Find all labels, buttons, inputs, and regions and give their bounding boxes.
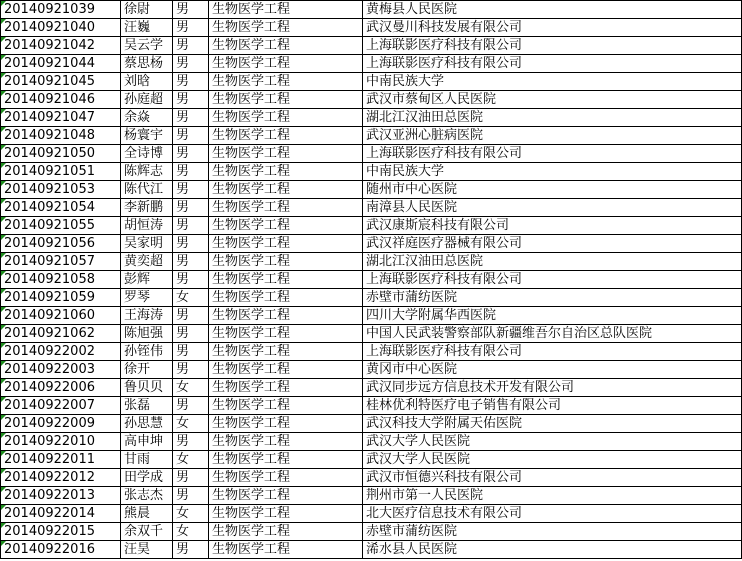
- employer-cell[interactable]: 武汉大学人民医院: [363, 433, 742, 451]
- student-name-cell[interactable]: 张磊: [121, 397, 173, 415]
- major-cell[interactable]: 生物医学工程: [209, 541, 363, 559]
- student-id-cell[interactable]: 20140921047: [1, 109, 121, 127]
- employer-cell[interactable]: 上海联影医疗科技有限公司: [363, 37, 742, 55]
- major-cell[interactable]: 生物医学工程: [209, 253, 363, 271]
- employer-cell[interactable]: 上海联影医疗科技有限公司: [363, 271, 742, 289]
- student-name-cell[interactable]: 陈辉志: [121, 163, 173, 181]
- table-row: [1, 523, 742, 541]
- student-name-cell[interactable]: 余焱: [121, 109, 173, 127]
- student-name-cell[interactable]: 张志杰: [121, 487, 173, 505]
- table-row: [1, 37, 742, 55]
- student-name-cell[interactable]: 鲁贝贝: [121, 379, 173, 397]
- table-row: [1, 343, 742, 361]
- student-id-cell[interactable]: 20140921060: [1, 307, 121, 325]
- gender-cell[interactable]: 男: [173, 145, 209, 163]
- gender-cell[interactable]: 女: [173, 289, 209, 307]
- student-name-cell[interactable]: 汪昊: [121, 541, 173, 559]
- student-id-cell[interactable]: 20140922011: [1, 451, 121, 469]
- gender-cell[interactable]: 男: [173, 397, 209, 415]
- major-cell[interactable]: 生物医学工程: [209, 37, 363, 55]
- employer-cell[interactable]: 中南民族大学: [363, 163, 742, 181]
- student-id-cell[interactable]: 20140922003: [1, 361, 121, 379]
- employer-cell[interactable]: 湖北江汉油田总医院: [363, 253, 742, 271]
- employer-cell[interactable]: 南漳县人民医院: [363, 199, 742, 217]
- table-row: [1, 451, 742, 469]
- student-name-cell[interactable]: 田学成: [121, 469, 173, 487]
- employer-cell[interactable]: 武汉亚洲心脏病医院: [363, 127, 742, 145]
- student-id-cell[interactable]: 20140921057: [1, 253, 121, 271]
- student-name-cell[interactable]: 刘晗: [121, 73, 173, 91]
- major-cell[interactable]: 生物医学工程: [209, 55, 363, 73]
- employer-cell[interactable]: 北大医疗信息技术有限公司: [363, 505, 742, 523]
- table-row: [1, 235, 742, 253]
- student-name-cell[interactable]: 彭辉: [121, 271, 173, 289]
- major-cell[interactable]: 生物医学工程: [209, 289, 363, 307]
- employer-cell[interactable]: 赤壁市蒲纺医院: [363, 523, 742, 541]
- gender-cell[interactable]: 男: [173, 91, 209, 109]
- employer-cell[interactable]: 武汉市蔡甸区人民医院: [363, 91, 742, 109]
- student-name-cell[interactable]: 罗琴: [121, 289, 173, 307]
- employer-cell[interactable]: 浠水县人民医院: [363, 541, 742, 559]
- gender-cell[interactable]: 男: [173, 37, 209, 55]
- student-id-cell[interactable]: 20140921051: [1, 163, 121, 181]
- student-name-cell[interactable]: 陈旭强: [121, 325, 173, 343]
- gender-cell[interactable]: 男: [173, 361, 209, 379]
- employer-cell[interactable]: 武汉康斯宸科技有限公司: [363, 217, 742, 235]
- major-cell[interactable]: 生物医学工程: [209, 163, 363, 181]
- table-row: [1, 145, 742, 163]
- employer-cell[interactable]: 上海联影医疗科技有限公司: [363, 145, 742, 163]
- employer-cell[interactable]: 武汉科技大学附属天佑医院: [363, 415, 742, 433]
- major-cell[interactable]: 生物医学工程: [209, 181, 363, 199]
- gender-cell[interactable]: 男: [173, 109, 209, 127]
- major-cell[interactable]: 生物医学工程: [209, 127, 363, 145]
- table-row: [1, 469, 742, 487]
- table-row: [1, 109, 742, 127]
- gender-cell[interactable]: 男: [173, 253, 209, 271]
- student-name-cell[interactable]: 李新鹏: [121, 199, 173, 217]
- gender-cell[interactable]: 男: [173, 73, 209, 91]
- student-name-cell[interactable]: 熊晨: [121, 505, 173, 523]
- major-cell[interactable]: 生物医学工程: [209, 73, 363, 91]
- employer-cell[interactable]: 上海联影医疗科技有限公司: [363, 55, 742, 73]
- student-id-cell[interactable]: 20140922009: [1, 415, 121, 433]
- gender-cell[interactable]: 男: [173, 343, 209, 361]
- student-id-cell[interactable]: 20140921040: [1, 19, 121, 37]
- gender-cell[interactable]: 男: [173, 307, 209, 325]
- student-id-cell[interactable]: 20140921058: [1, 271, 121, 289]
- employer-cell[interactable]: 武汉大学人民医院: [363, 451, 742, 469]
- student-name-cell[interactable]: 蔡思杨: [121, 55, 173, 73]
- major-cell[interactable]: 生物医学工程: [209, 505, 363, 523]
- table-row: [1, 127, 742, 145]
- gender-cell[interactable]: 男: [173, 541, 209, 559]
- gender-cell[interactable]: 男: [173, 487, 209, 505]
- student-name-cell[interactable]: 甘雨: [121, 451, 173, 469]
- student-id-cell[interactable]: 20140922006: [1, 379, 121, 397]
- student-name-cell[interactable]: 余双千: [121, 523, 173, 541]
- major-cell[interactable]: 生物医学工程: [209, 325, 363, 343]
- table-row: [1, 163, 742, 181]
- student-id-cell[interactable]: 20140921048: [1, 127, 121, 145]
- table-row: [1, 289, 742, 307]
- student-name-cell[interactable]: 陈代江: [121, 181, 173, 199]
- student-name-cell[interactable]: 孙庭超: [121, 91, 173, 109]
- gender-cell[interactable]: 女: [173, 379, 209, 397]
- gender-cell[interactable]: 男: [173, 271, 209, 289]
- gender-cell[interactable]: 男: [173, 469, 209, 487]
- employer-cell[interactable]: 武汉市恒德兴科技有限公司: [363, 469, 742, 487]
- student-id-cell[interactable]: 20140922010: [1, 433, 121, 451]
- gender-cell[interactable]: 男: [173, 217, 209, 235]
- table-row: [1, 487, 742, 505]
- employer-cell[interactable]: 武汉曼川科技发展有限公司: [363, 19, 742, 37]
- table-row: [1, 361, 742, 379]
- student-name-cell[interactable]: 高申坤: [121, 433, 173, 451]
- major-cell[interactable]: 生物医学工程: [209, 433, 363, 451]
- student-id-cell[interactable]: 20140922013: [1, 487, 121, 505]
- student-name-cell[interactable]: 黄奕超: [121, 253, 173, 271]
- table-row: [1, 379, 742, 397]
- major-cell[interactable]: 生物医学工程: [209, 19, 363, 37]
- student-id-cell[interactable]: 20140921059: [1, 289, 121, 307]
- gender-cell[interactable]: 男: [173, 181, 209, 199]
- student-id-cell[interactable]: 20140922014: [1, 505, 121, 523]
- student-id-cell[interactable]: 20140921062: [1, 325, 121, 343]
- employer-cell[interactable]: 中国人民武装警察部队新疆维吾尔自治区总队医院: [363, 325, 742, 343]
- student-name-cell[interactable]: 孙铚伟: [121, 343, 173, 361]
- table-row: [1, 253, 742, 271]
- major-cell[interactable]: 生物医学工程: [209, 523, 363, 541]
- table-row: [1, 91, 742, 109]
- table-body: [1, 1, 742, 559]
- table-row: [1, 505, 742, 523]
- employer-cell[interactable]: 中南民族大学: [363, 73, 742, 91]
- student-id-cell[interactable]: 20140922002: [1, 343, 121, 361]
- gender-cell[interactable]: 男: [173, 163, 209, 181]
- student-name-cell[interactable]: 徐开: [121, 361, 173, 379]
- employer-cell[interactable]: 上海联影医疗科技有限公司: [363, 343, 742, 361]
- student-name-cell[interactable]: 徐尉: [121, 1, 173, 19]
- employer-cell[interactable]: 四川大学附属华西医院: [363, 307, 742, 325]
- table-row: [1, 415, 742, 433]
- student-name-cell[interactable]: 汪巍: [121, 19, 173, 37]
- major-cell[interactable]: 生物医学工程: [209, 469, 363, 487]
- student-id-cell[interactable]: 20140921039: [1, 1, 121, 19]
- gender-cell[interactable]: 男: [173, 325, 209, 343]
- employer-cell[interactable]: 湖北江汉油田总医院: [363, 109, 742, 127]
- employer-cell[interactable]: 荆州市第一人民医院: [363, 487, 742, 505]
- major-cell[interactable]: 生物医学工程: [209, 271, 363, 289]
- student-id-cell[interactable]: 20140921053: [1, 181, 121, 199]
- table-row: [1, 181, 742, 199]
- student-id-cell[interactable]: 20140921044: [1, 55, 121, 73]
- gender-cell[interactable]: 女: [173, 523, 209, 541]
- major-cell[interactable]: 生物医学工程: [209, 451, 363, 469]
- table-row: [1, 73, 742, 91]
- major-cell[interactable]: 生物医学工程: [209, 1, 363, 19]
- table-row: [1, 541, 742, 559]
- student-name-cell[interactable]: 孙思慧: [121, 415, 173, 433]
- student-name-cell[interactable]: 吴家明: [121, 235, 173, 253]
- student-id-cell[interactable]: 20140922007: [1, 397, 121, 415]
- student-id-cell[interactable]: 20140922012: [1, 469, 121, 487]
- student-name-cell[interactable]: 吴云学: [121, 37, 173, 55]
- student-id-cell[interactable]: 20140921045: [1, 73, 121, 91]
- major-cell[interactable]: 生物医学工程: [209, 235, 363, 253]
- gender-cell[interactable]: 男: [173, 433, 209, 451]
- table-row: [1, 1, 742, 19]
- student-id-cell[interactable]: 20140922016: [1, 541, 121, 559]
- student-name-cell[interactable]: 王海涛: [121, 307, 173, 325]
- table-row: [1, 19, 742, 37]
- student-id-cell[interactable]: 20140921055: [1, 217, 121, 235]
- gender-cell[interactable]: 男: [173, 199, 209, 217]
- student-id-cell[interactable]: 20140921042: [1, 37, 121, 55]
- table-row: [1, 397, 742, 415]
- table-row: [1, 55, 742, 73]
- student-name-cell[interactable]: 胡恒涛: [121, 217, 173, 235]
- student-name-cell[interactable]: 全诗博: [121, 145, 173, 163]
- employer-cell[interactable]: 随州市中心医院: [363, 181, 742, 199]
- table-row: [1, 307, 742, 325]
- major-cell[interactable]: 生物医学工程: [209, 343, 363, 361]
- table-row: [1, 433, 742, 451]
- gender-cell[interactable]: 女: [173, 505, 209, 523]
- student-id-cell[interactable]: 20140921054: [1, 199, 121, 217]
- gender-cell[interactable]: 男: [173, 1, 209, 19]
- student-id-cell[interactable]: 20140921056: [1, 235, 121, 253]
- student-id-cell[interactable]: 20140921050: [1, 145, 121, 163]
- major-cell[interactable]: 生物医学工程: [209, 361, 363, 379]
- gender-cell[interactable]: 男: [173, 127, 209, 145]
- major-cell[interactable]: 生物医学工程: [209, 397, 363, 415]
- employer-cell[interactable]: 黄梅县人民医院: [363, 1, 742, 19]
- major-cell[interactable]: 生物医学工程: [209, 487, 363, 505]
- student-id-cell[interactable]: 20140921046: [1, 91, 121, 109]
- table-row: [1, 217, 742, 235]
- major-cell[interactable]: 生物医学工程: [209, 415, 363, 433]
- major-cell[interactable]: 生物医学工程: [209, 145, 363, 163]
- table-row: [1, 199, 742, 217]
- major-cell[interactable]: 生物医学工程: [209, 91, 363, 109]
- gender-cell[interactable]: 女: [173, 451, 209, 469]
- employer-cell[interactable]: 桂林优利特医疗电子销售有限公司: [363, 397, 742, 415]
- student-id-cell[interactable]: 20140922015: [1, 523, 121, 541]
- student-name-cell[interactable]: 杨寰宇: [121, 127, 173, 145]
- employer-cell[interactable]: 武汉同步远方信息技术开发有限公司: [363, 379, 742, 397]
- gender-cell[interactable]: 女: [173, 415, 209, 433]
- major-cell[interactable]: 生物医学工程: [209, 199, 363, 217]
- gender-cell[interactable]: 男: [173, 19, 209, 37]
- major-cell[interactable]: 生物医学工程: [209, 217, 363, 235]
- gender-cell[interactable]: 男: [173, 55, 209, 73]
- major-cell[interactable]: 生物医学工程: [209, 307, 363, 325]
- employer-cell[interactable]: 武汉祥庭医疗器械有限公司: [363, 235, 742, 253]
- table-row: [1, 271, 742, 289]
- employer-cell[interactable]: 赤壁市蒲纺医院: [363, 289, 742, 307]
- employer-cell[interactable]: 黄冈市中心医院: [363, 361, 742, 379]
- table-row: [1, 325, 742, 343]
- major-cell[interactable]: 生物医学工程: [209, 379, 363, 397]
- major-cell[interactable]: 生物医学工程: [209, 109, 363, 127]
- gender-cell[interactable]: 男: [173, 235, 209, 253]
